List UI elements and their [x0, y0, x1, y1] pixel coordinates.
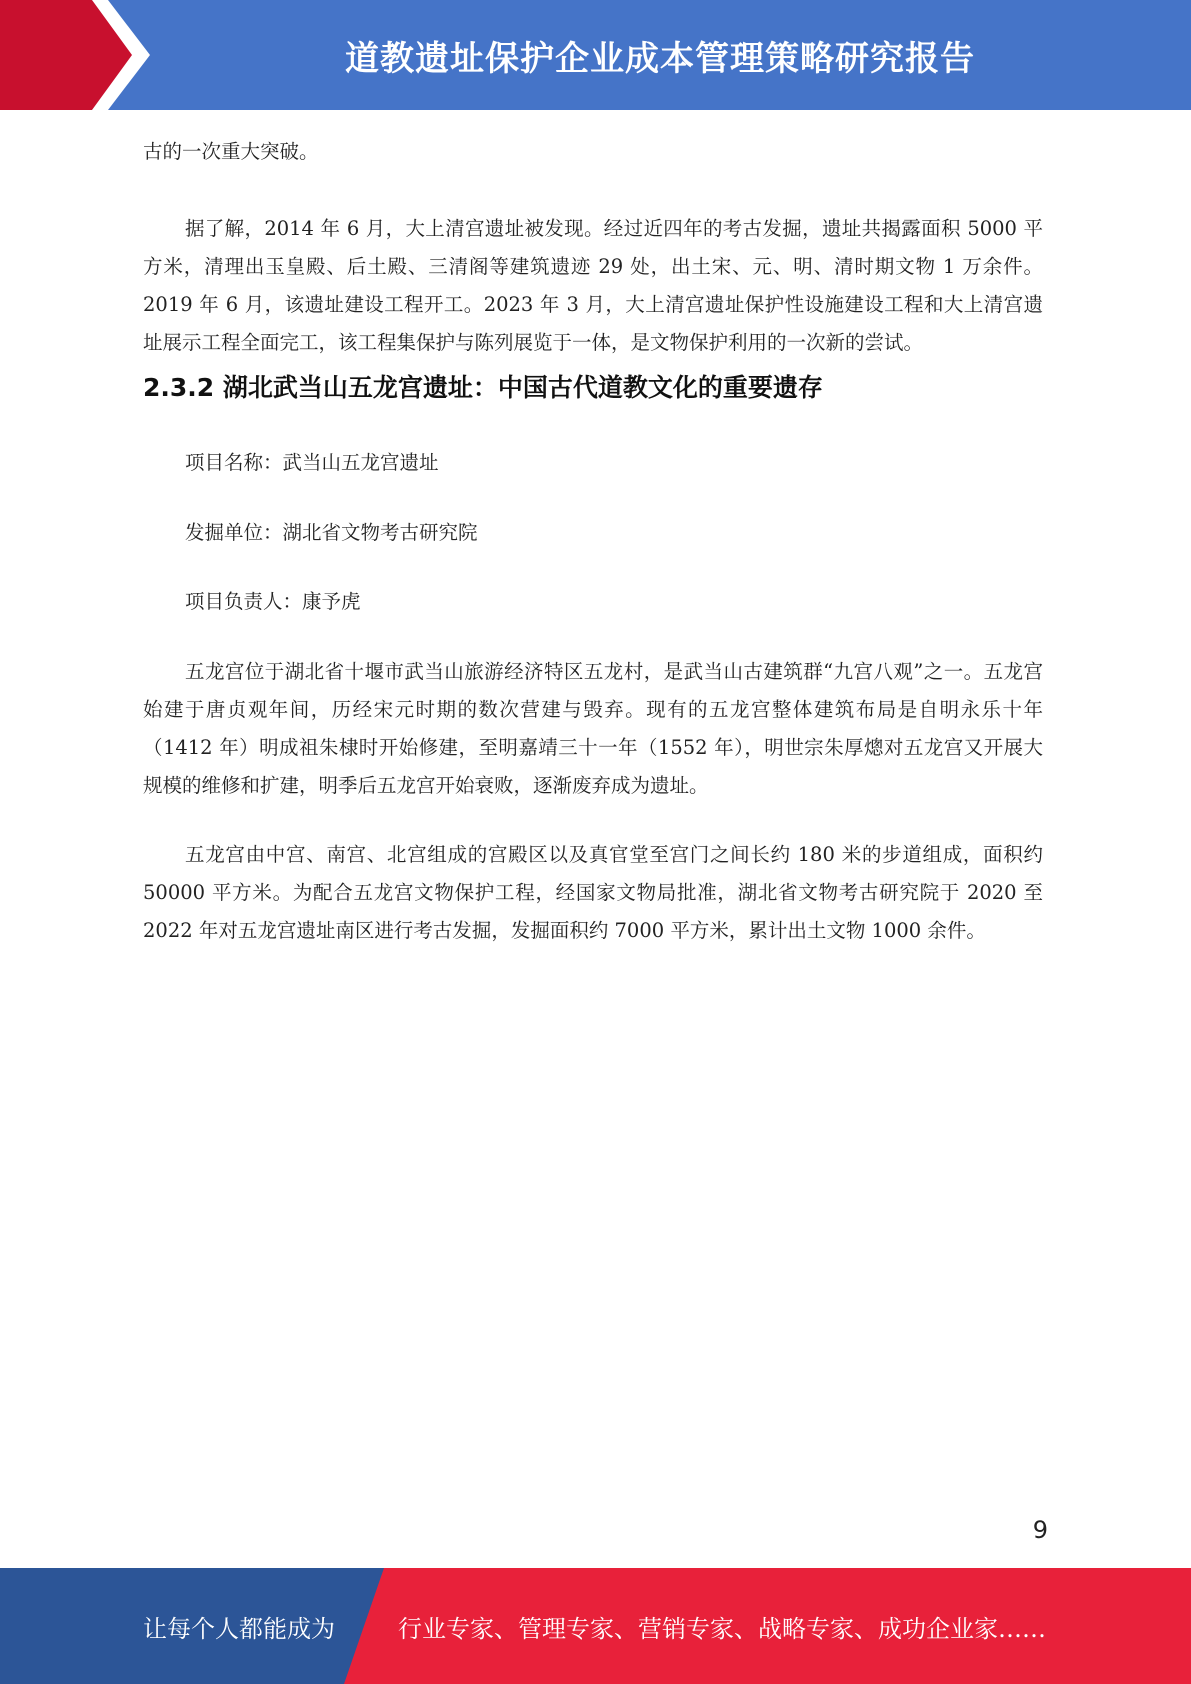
paragraph-shangqing-palace: 据了解，2014 年 6 月，大上清宫遗址被发现。经过近四年的考古发掘，遗址共揭露面积 5000 平方米，清理出玉皇殿、后土殿、三清阁等建筑遗迹 29 处，出土宋、元、明、清时期文物 1 万余件。2019 年 6 月，该遗址建设工程开工。2023 年 3 月，大上清宫遗址保护性设施建设工程和大上清宫遗址展示工程全面完工，该工程集保护与陈列展览于一体，是文物保护利用的一次新的尝试。: [143, 217, 1043, 354]
project-leader: 项目负责人：康予虎: [185, 590, 361, 613]
project-name: 项目名称：武当山五龙宫遗址: [185, 451, 439, 474]
page-header: [0, 0, 1191, 110]
paragraph-continuation: 古的一次重大突破。: [143, 140, 319, 163]
paragraph-wulong-excavation: 五龙宫由中宫、南宫、北宫组成的宫殿区以及真官堂至宫门之间长约 180 米的步道组成，面积约 50000 平方米。为配合五龙宫文物保护工程，经国家文物局批准，湖北省文物考古研究院于 2020 至 2022 年对五龙宫遗址南区进行考古发掘，发掘面积约 7000 平方米，累计出土文物 1000 余件。: [143, 843, 1043, 942]
paragraph-wulong-history: 五龙宫位于湖北省十堰市武当山旅游经济特区五龙村，是武当山古建筑群“九宫八观”之一。五龙宫始建于唐贞观年间，历经宋元时期的数次营建与毁弃。现有的五龙宫整体建筑布局是自明永乐十年（1412 年）明成祖朱棣时开始修建，至明嘉靖三十一年（1552 年），明世宗朱厚熜对五龙宫又开展大规模的维修和扩建，明季后五龙宫开始衰败，逐渐废弃成为遗址。: [143, 660, 1043, 797]
header-arrow-decoration: [0, 0, 150, 110]
footer-slogan-left: 让每个人都能成为: [143, 1614, 335, 1643]
excavation-unit: 发掘单位：湖北省文物考古研究院: [185, 521, 478, 544]
page-number: 9: [1032, 1516, 1048, 1544]
header-title: 道教遗址保护企业成本管理策略研究报告: [345, 38, 975, 79]
section-heading: 2.3.2 湖北武当山五龙宫遗址：中国古代道教文化的重要遗存: [143, 373, 823, 402]
page-footer: [0, 1568, 1191, 1684]
footer-slogan-right: 行业专家、管理专家、营销专家、战略专家、成功企业家……: [398, 1614, 1046, 1643]
